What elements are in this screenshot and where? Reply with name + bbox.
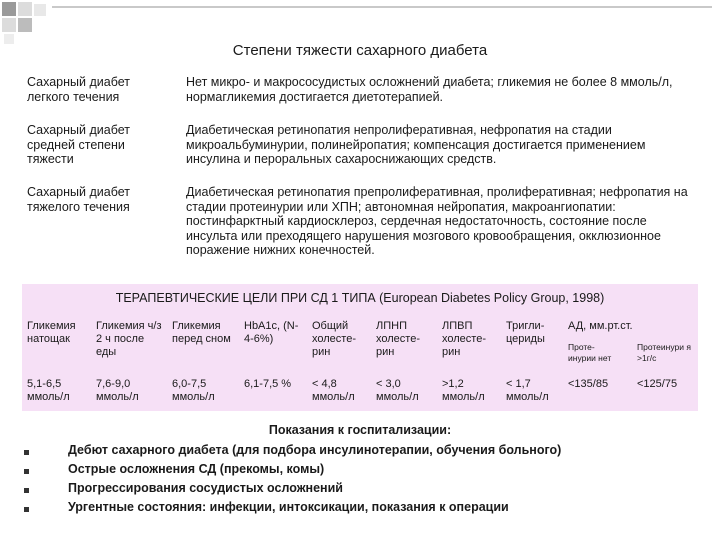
severity-desc-moderate: Диабетическая ретинопатия непролиферативная, нефропатия на стадии микроальбуминурии, полинейропатия; компенсация достигается применением инсулина и пероральных сахароснижающих средств. — [186, 123, 646, 166]
goal-header-total-cholesterol: Общий холесте-рин — [312, 320, 356, 358]
goals-title: ТЕРАПЕВТИЧЕСКИЕ ЦЕЛИ ПРИ СД 1 ТИПА (European Diabetes Policy Group, 1998) — [115, 291, 605, 305]
goal-header-blood-pressure: АД, мм.рт.ст. — [568, 320, 633, 332]
goal-value-hba1c: 6,1-7,5 % — [244, 378, 292, 390]
bullet-icon — [24, 488, 29, 493]
goal-value-bedtime-glycemia: 6,0-7,5 ммоль/л — [172, 378, 215, 403]
hospitalization-item: Острые осложнения СД (прекомы, комы) — [68, 462, 325, 476]
goal-header-hdl-cholesterol: ЛПВП холесте-рин — [442, 320, 486, 358]
bp-sub-no-proteinuria: Проте-инурии нет — [568, 342, 612, 363]
severity-name-mild: Сахарный диабет легкого течения — [27, 75, 130, 104]
goal-header-bedtime-glycemia: Гликемия перед сном — [172, 320, 231, 345]
goal-value-ldl-cholesterol: < 3,0 ммоль/л — [376, 378, 419, 403]
hospitalization-item: Прогрессирования сосудистых осложнений — [68, 481, 343, 495]
bp-sub-proteinuria: Протеинури я >1г/с — [637, 342, 691, 363]
goal-value-total-cholesterol: < 4,8 ммоль/л — [312, 378, 355, 403]
bullet-icon — [24, 450, 29, 455]
goal-header-triglycerides: Тригли-цериды — [506, 320, 545, 345]
goal-value-postprandial-glycemia: 7,6-9,0 ммоль/л — [96, 378, 139, 403]
goal-header-fasting-glycemia: Гликемия натощак — [27, 320, 76, 345]
bp-value-proteinuria: <125/75 — [637, 378, 678, 390]
goal-header-ldl-cholesterol: ЛПНП холесте-рин — [376, 320, 420, 358]
severity-name-severe: Сахарный диабет тяжелого течения — [27, 185, 130, 214]
goal-value-fasting-glycemia: 5,1-6,5 ммоль/л — [27, 378, 70, 403]
severity-desc-severe: Диабетическая ретинопатия препролиферативная, пролиферативная; нефропатия на стадии протеинурии или ХПН; автономная нейропатия, макроангиопатии: постинфарктный кардиосклероз, сердечная недостаточность, состояние после инсульта или преходящего нарушения мозгового кровообращения, окклюзионное поражение нижних конечностей. — [186, 185, 688, 257]
hospitalization-item: Ургентные состояния: инфекции, интоксикации, показания к операции — [68, 500, 509, 514]
bullet-icon — [24, 469, 29, 474]
bp-value-no-proteinuria: <135/85 — [568, 378, 609, 390]
page-title: Степени тяжести сахарного диабета — [232, 42, 488, 59]
bullet-icon — [24, 507, 29, 512]
hospitalization-title: Показания к госпитализации: — [268, 423, 452, 437]
severity-name-moderate: Сахарный диабет средней степени тяжести — [27, 123, 130, 166]
goal-header-hba1c: НbA1c, (N-4-6%) — [244, 320, 299, 345]
severity-desc-mild: Нет микро- и макрососудистых осложнений диабета; гликемия не более 8 ммоль/л, нормагликемия достигается диетотерапией. — [186, 75, 673, 104]
goal-value-hdl-cholesterol: >1,2 ммоль/л — [442, 378, 485, 403]
hospitalization-item: Дебют сахарного диабета (для подбора инсулинотерапии, обучения больного) — [68, 443, 562, 457]
top-divider — [52, 6, 712, 8]
goal-header-postprandial-glycemia: Гликемия ч/з 2 ч после еды — [96, 320, 162, 358]
goal-value-triglycerides: < 1,7 ммоль/л — [506, 378, 549, 403]
